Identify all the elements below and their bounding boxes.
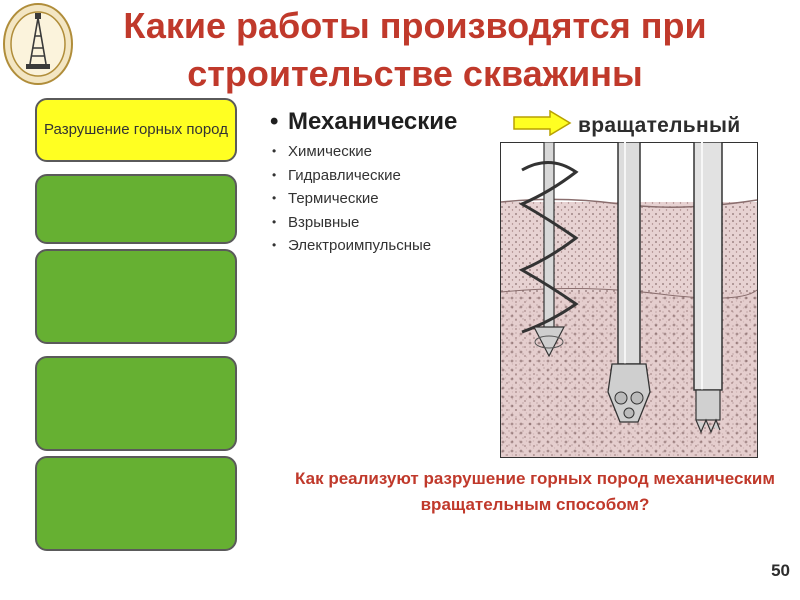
bullet-icon: • [272, 167, 277, 182]
bullet-icon: • [272, 191, 277, 205]
methods-list [268, 104, 457, 258]
method-item [268, 187, 457, 211]
box-step-3 [35, 249, 237, 344]
rotary-drilling-illustration [500, 142, 758, 458]
page-number: 50 [771, 561, 790, 580]
bullet-icon: • [270, 108, 279, 135]
method-mechanical-label: Механические [288, 108, 458, 135]
method-item-label: Гидравлические [288, 166, 401, 184]
box-rock-destruction [35, 98, 237, 162]
method-item [268, 234, 457, 258]
method-item-label: Взрывные [288, 213, 360, 231]
method-item-label: Электроимпульсные [288, 237, 432, 254]
method-item [268, 140, 457, 164]
bullet-icon: • [272, 144, 277, 158]
arrow-right-icon [512, 110, 572, 136]
method-mechanical [268, 104, 457, 140]
method-item-label: Химические [288, 143, 373, 160]
question-text: Как реализуют разрушение горных пород механическим вращательным способом? [295, 469, 775, 514]
slide-title: Какие работы производятся при строительстве скважины [123, 5, 707, 94]
method-item [268, 211, 457, 235]
method-item [268, 164, 457, 188]
bullet-icon: • [272, 214, 277, 229]
box-step-2 [35, 174, 237, 244]
box-step-5 [35, 456, 237, 551]
bullet-icon: • [272, 238, 277, 252]
box-rock-destruction-label: Разрушение горных пород [44, 121, 228, 138]
department-logo-icon [2, 2, 74, 86]
method-item-label: Термические [288, 190, 379, 207]
rotary-method-label: вращательный [578, 114, 741, 137]
box-step-4 [35, 356, 237, 451]
